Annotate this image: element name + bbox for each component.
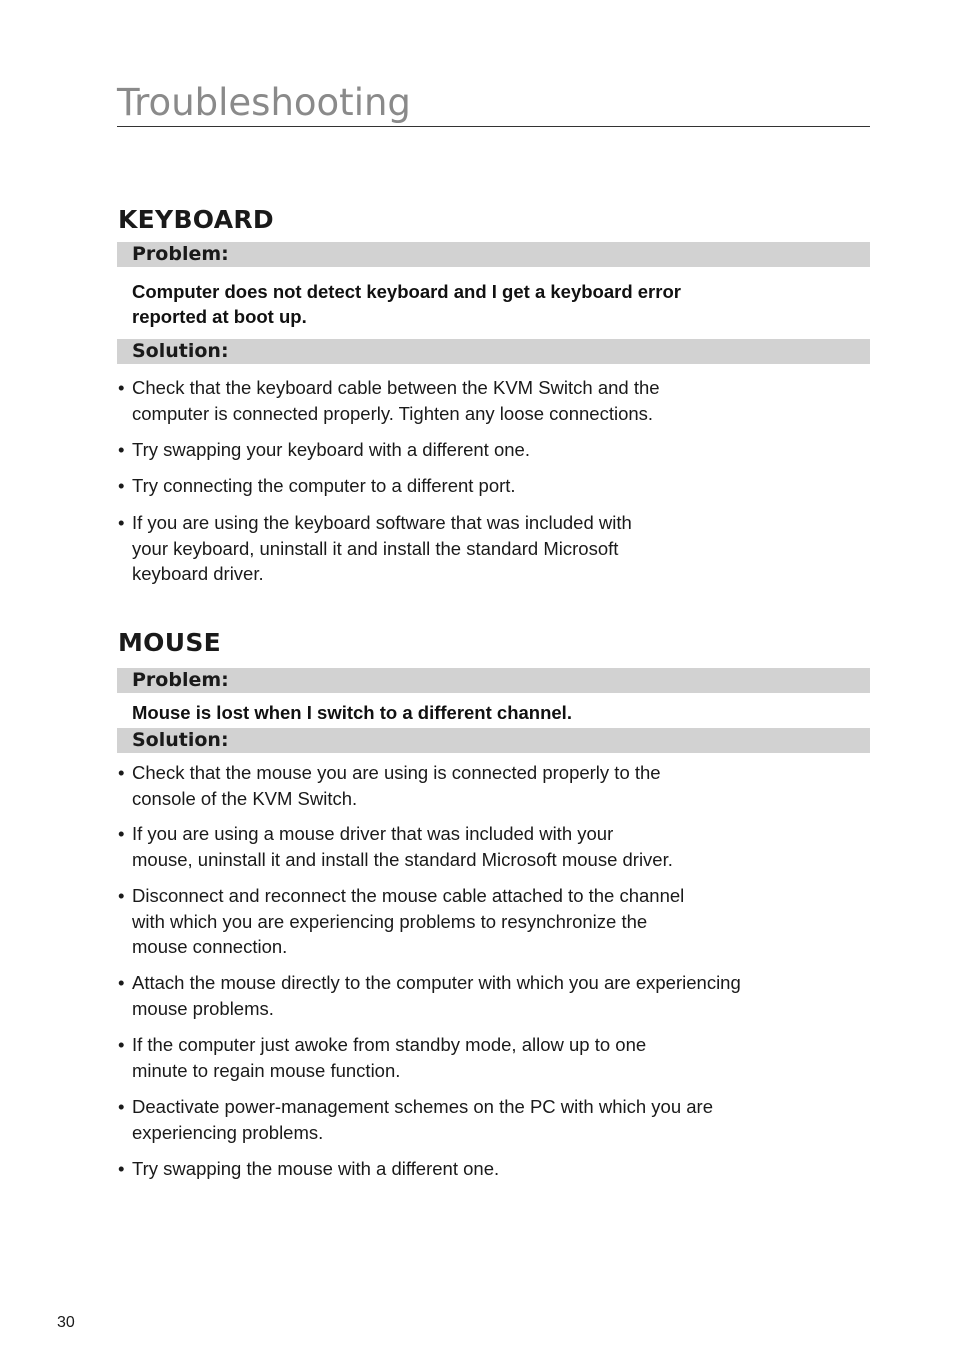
bullet-line: keyboard driver.: [132, 563, 264, 584]
bullet-line: If you are using a mouse driver that was included with your: [132, 823, 614, 844]
bullet-line: mouse problems.: [132, 997, 274, 1019]
bullet-line: If the computer just awoke from standby mode, allow up to one: [132, 1034, 647, 1055]
keyboard-problem-line: Computer does not detect keyboard and I get a keyboard error: [132, 281, 681, 302]
mouse-solution-bar: [117, 728, 870, 753]
bullet-line: Check that the mouse you are using is connected properly to the: [132, 762, 661, 783]
keyboard-solution-item: [118, 375, 818, 426]
bullet-marker: •: [118, 1034, 125, 1055]
mouse-solution-item: [118, 760, 818, 811]
keyboard-solution-bar: [117, 339, 870, 364]
keyboard-solution-item: [118, 437, 818, 463]
bullet-marker: •: [118, 439, 125, 460]
bullet-line: experiencing problems.: [132, 1121, 324, 1143]
bullet-line: minute to regain mouse function.: [132, 1059, 401, 1081]
title-rule: [117, 126, 870, 127]
bullet-line: Check that the keyboard cable between the KVM Switch and the: [132, 377, 660, 398]
mouse-solution-item: [118, 883, 818, 960]
mouse-solution-item: [118, 1032, 818, 1083]
mouse-problem-line: Mouse is lost when I switch to a different channel.: [132, 702, 572, 723]
bullet-line: with which you are experiencing problems to resynchronize the: [132, 910, 648, 932]
bullet-line: Deactivate power-management schemes on the PC with which you are: [132, 1096, 713, 1117]
mouse-solution-item: [118, 1094, 818, 1145]
bullet-line: If you are using the keyboard software that was included with: [132, 512, 632, 533]
bullet-marker: •: [118, 1158, 125, 1179]
bullet-line: computer is connected properly. Tighten any loose connections.: [132, 402, 654, 424]
mouse-problem-label: Problem:: [132, 669, 229, 691]
keyboard-problem-bar: [117, 242, 870, 267]
bullet-marker: •: [118, 475, 125, 496]
bullet-marker: •: [118, 1096, 125, 1117]
bullet-line: mouse connection.: [132, 936, 288, 957]
bullet-line: Try swapping your keyboard with a different one.: [132, 439, 530, 460]
keyboard-heading: KEYBOARD: [118, 205, 274, 234]
keyboard-problem-line: reported at boot up.: [132, 306, 307, 327]
bullet-marker: •: [118, 762, 125, 783]
keyboard-solution-item: [118, 473, 818, 499]
bullet-marker: •: [118, 823, 125, 844]
keyboard-problem-label: Problem:: [132, 243, 229, 265]
page-number: 30: [57, 1314, 75, 1331]
mouse-heading: MOUSE: [118, 628, 222, 657]
bullet-line: Disconnect and reconnect the mouse cable attached to the channel: [132, 885, 685, 906]
keyboard-problem-text: [132, 279, 772, 329]
mouse-solution-item: [118, 1156, 818, 1182]
bullet-marker: •: [118, 885, 125, 906]
bullet-line: mouse, uninstall it and install the standard Microsoft mouse driver.: [132, 848, 673, 870]
mouse-solution-item: [118, 970, 818, 1021]
bullet-line: Attach the mouse directly to the computer with which you are experiencing: [132, 972, 741, 993]
bullet-line: Try connecting the computer to a different port.: [132, 475, 516, 496]
mouse-problem-text: [132, 700, 772, 725]
mouse-problem-bar: [117, 668, 870, 693]
keyboard-solution-item: [118, 510, 818, 587]
mouse-solution-label: Solution:: [132, 729, 229, 751]
bullet-marker: •: [118, 377, 125, 398]
page-title: Troubleshooting: [117, 81, 411, 124]
bullet-marker: •: [118, 972, 125, 993]
bullet-line: Try swapping the mouse with a different one.: [132, 1158, 500, 1179]
bullet-line: console of the KVM Switch.: [132, 787, 358, 809]
bullet-line: your keyboard, uninstall it and install the standard Microsoft: [132, 537, 619, 559]
mouse-solution-item: [118, 821, 818, 872]
keyboard-solution-label: Solution:: [132, 340, 229, 362]
bullet-marker: •: [118, 512, 125, 533]
